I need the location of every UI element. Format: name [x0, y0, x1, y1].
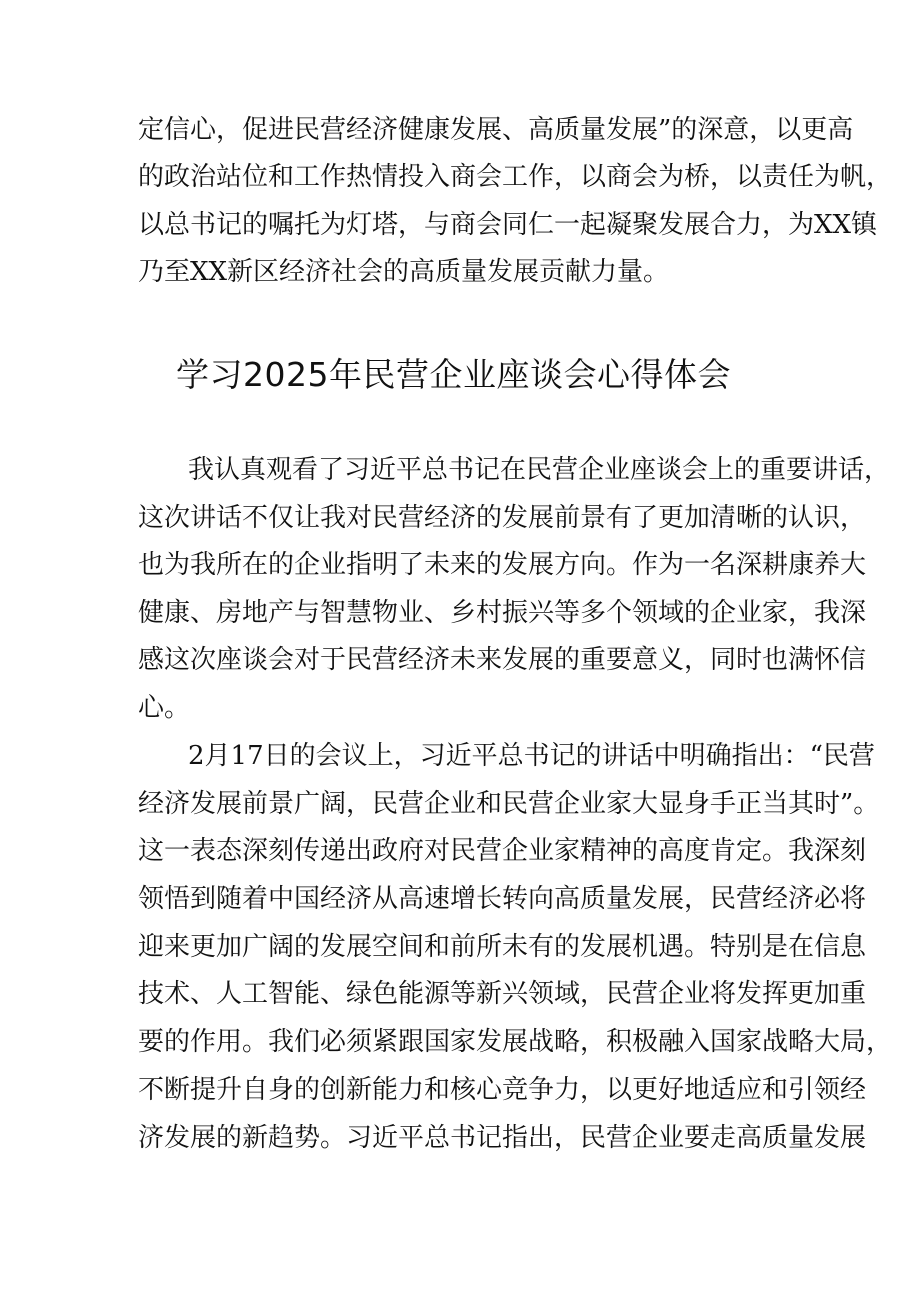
- intro-line-3: 以总书记的嘱托为灯塔，与商会同仁一起凝聚发展合力，为XX镇: [138, 210, 878, 240]
- paragraph-2-line-6: 技术、人工智能、绿色能源等新兴领域，民营企业将发挥更加重: [138, 979, 867, 1009]
- paragraph-2-line-7: 要的作用。我们必须紧跟国家发展战略，积极融入国家战略大局，: [138, 1027, 893, 1057]
- intro-line-1: 定信心，促进民营经济健康发展、高质量发展”的深意，以更高: [138, 115, 854, 145]
- paragraph-1-line-2: 这次讲话不仅让我对民营经济的发展前景有了更加清晰的认识，: [138, 503, 867, 533]
- paragraph-1-line-3: 也为我所在的企业指明了未来的发展方向。作为一名深耕康养大: [138, 550, 867, 580]
- intro-line-2: 的政治站位和工作热情投入商会工作，以商会为桥，以责任为帆，: [138, 162, 893, 192]
- paragraph-2-line-2: 经济发展前景广阔，民营企业和民营企业家大显身手正当其时”。: [138, 789, 880, 819]
- paragraph-2-line-5: 迎来更加广阔的发展空间和前所未有的发展机遇。特别是在信息: [138, 932, 867, 962]
- paragraph-2-line-4: 领悟到随着中国经济从高速增长转向高质量发展，民营经济必将: [138, 884, 867, 914]
- paragraph-2-line-8: 不断提升自身的创新能力和核心竞争力，以更好地适应和引领经: [138, 1075, 867, 1105]
- paragraph-1-line-5: 感这次座谈会对于民营经济未来发展的重要意义，同时也满怀信: [138, 645, 867, 675]
- paragraph-2-line-3: 这一表态深刻传递出政府对民营企业家精神的高度肯定。我深刻: [138, 836, 867, 866]
- paragraph-1-line-4: 健康、房地产与智慧物业、乡村振兴等多个领域的企业家，我深: [138, 598, 867, 628]
- paragraph-1-line-6: 心。: [138, 693, 191, 723]
- paragraph-2-line-1: 2月17日的会议上，习近平总书记的讲话中明确指出：“民营: [188, 741, 875, 771]
- paragraph-1-line-1: 我认真观看了习近平总书记在民营企业座谈会上的重要讲话，: [188, 455, 891, 485]
- intro-line-4: 乃至XX新区经济社会的高质量发展贡献力量。: [138, 257, 670, 287]
- document-title: 学习2025年民营企业座谈会心得体会: [176, 355, 731, 394]
- paragraph-2-line-9: 济发展的新趋势。习近平总书记指出，民营企业要走高质量发展: [138, 1123, 867, 1153]
